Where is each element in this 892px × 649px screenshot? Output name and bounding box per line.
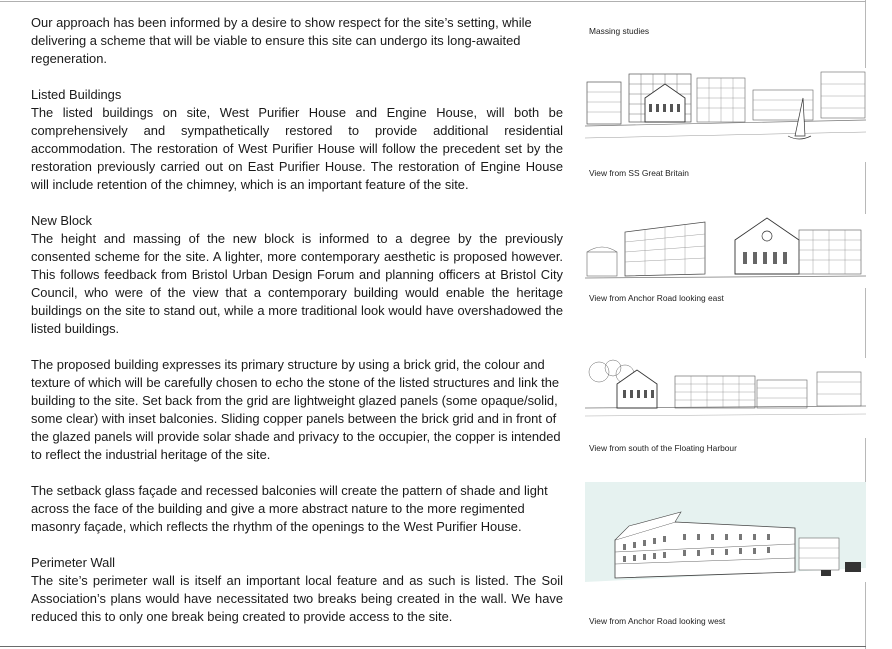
massing-view-anchor-road-west [585,482,866,582]
massing-studies-title: Massing studies [589,26,650,36]
massing-studies-sidebar [585,0,866,649]
listed-buildings-heading: Listed Buildings [31,87,122,102]
caption-ss-great-britain: View from SS Great Britain [589,168,689,178]
massing-view-ss-great-britain [585,68,866,162]
new-block-paragraph: The height and massing of the new block is informed to a degree by the previously consented scheme for the site. A lighter, more contemporary aesthetic is proposed however. This follows feedback from Bristol Urban Design Forum and planning officers at Bristol City Council, who were of the view that a contemporary building would enable the heritage buildings on the site to stand out, while a more traditional look would have overshadowed the listed buildings. [31,231,563,336]
document-body [31,14,563,626]
perimeter-wall-paragraph: The site’s perimeter wall is itself an important local feature and as such is listed. The Soil Association’s plans would have necessitated two breaks being created in the wall. We have reduced this to only one break being created to provide access to the site. [31,573,563,624]
facade-paragraph: The setback glass façade and recessed balconies will create the pattern of shade and light across the face of the building and give a more abstract nature to the more regimented masonry façade, which reflects the rhythm of the openings to the West Purifier House. [31,483,548,534]
structure-paragraph: The proposed building expresses its primary structure by using a brick grid, the colour and texture of which will be carefully chosen to echo the stone of the listed structures and link the building to the site. Set back from the grid are lightweight glazed panels (some opaque/solid, some clear) with inset balconies. Sliding copper panels between the brick grid and in front of the glazed panels will provide solar shade and privacy to the occupier, the copper is intended to reflect the industrial heritage of the site. [31,357,561,462]
massing-view-anchor-road-east [585,214,866,288]
caption-anchor-road-west: View from Anchor Road looking west [589,616,726,626]
perimeter-wall-heading: Perimeter Wall [31,555,116,570]
intro-paragraph: Our approach has been informed by a desire to show respect for the site’s setting, while delivering a scheme that will be viable to ensure this site can undergo its long-awaited regeneration. [31,15,532,66]
new-block-heading: New Block [31,213,92,228]
caption-floating-harbour: View from south of the Floating Harbour [589,443,737,453]
massing-view-floating-harbour [585,358,866,438]
listed-buildings-paragraph: The listed buildings on site, West Purifier House and Engine House, will both be comprehensively and sympathetically restored to provide additional residential accommodation. The restoration of West Purifier House will follow the precedent set by the restoration previously carried out on East Purifier House. The restoration of Engine House will include retention of the chimney, which is an important feature of the site. [31,105,563,192]
caption-anchor-road-east: View from Anchor Road looking east [589,293,724,303]
